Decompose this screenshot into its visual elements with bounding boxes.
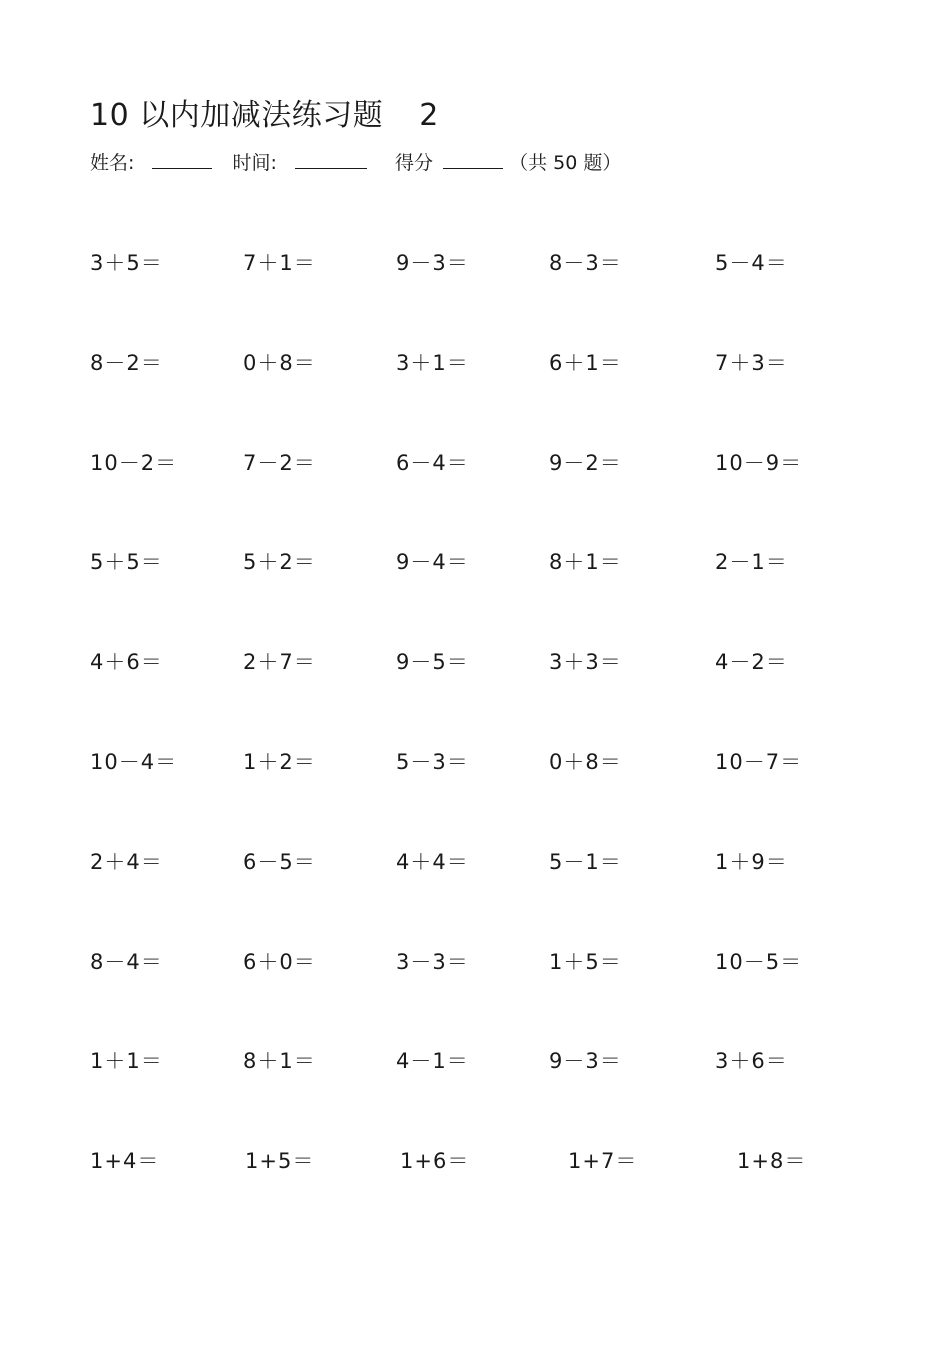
problem-r5-c5: 4－2＝ — [715, 650, 788, 674]
problem-r9-c5: 3＋6＝ — [715, 1049, 788, 1073]
problem-r10-c2: 1+5＝ — [245, 1149, 315, 1173]
page-title — [90, 96, 439, 136]
problem-r4-c4: 8＋1＝ — [549, 550, 622, 574]
time-blank — [295, 148, 367, 169]
problem-r4-c1: 5＋5＝ — [90, 550, 163, 574]
problem-r10-c1: 1+4＝ — [90, 1149, 160, 1173]
problem-r9-c2: 8＋1＝ — [243, 1049, 316, 1073]
title-text: 10 以内加减法练习题 — [90, 98, 384, 133]
problem-r1-c1: 3＋5＝ — [90, 251, 163, 275]
problem-r9-c3: 4－1＝ — [396, 1049, 469, 1073]
problem-r1-c4: 8－3＝ — [549, 251, 622, 275]
problem-r8-c4: 1＋5＝ — [549, 950, 622, 974]
problem-r5-c3: 9－5＝ — [396, 650, 469, 674]
problem-r7-c1: 2＋4＝ — [90, 850, 163, 874]
problem-r7-c5: 1＋9＝ — [715, 850, 788, 874]
problem-r9-c4: 9－3＝ — [549, 1049, 622, 1073]
problem-r4-c5: 2－1＝ — [715, 550, 788, 574]
problem-r7-c3: 4＋4＝ — [396, 850, 469, 874]
problem-r2-c2: 0＋8＝ — [243, 351, 316, 375]
name-blank — [152, 148, 212, 169]
problem-r8-c2: 6＋0＝ — [243, 950, 316, 974]
problem-r2-c1: 8－2＝ — [90, 351, 163, 375]
problem-r3-c2: 7－2＝ — [243, 451, 316, 475]
problem-r5-c2: 2＋7＝ — [243, 650, 316, 674]
score-label: 得分 — [395, 152, 434, 174]
problem-r2-c3: 3＋1＝ — [396, 351, 469, 375]
problem-r8-c1: 8－4＝ — [90, 950, 163, 974]
title-number: 2 — [419, 98, 439, 133]
problem-r3-c4: 9－2＝ — [549, 451, 622, 475]
problem-r3-c5: 10－9＝ — [715, 451, 803, 475]
problem-r4-c3: 9－4＝ — [396, 550, 469, 574]
problem-r6-c1: 10－4＝ — [90, 750, 178, 774]
problem-r7-c2: 6－5＝ — [243, 850, 316, 874]
problem-r1-c2: 7＋1＝ — [243, 251, 316, 275]
time-label: 时间: — [232, 152, 277, 174]
problem-r9-c1: 1＋1＝ — [90, 1049, 163, 1073]
problem-r1-c3: 9－3＝ — [396, 251, 469, 275]
problem-r5-c4: 3＋3＝ — [549, 650, 622, 674]
problem-r6-c3: 5－3＝ — [396, 750, 469, 774]
problem-r8-c5: 10－5＝ — [715, 950, 803, 974]
problem-r7-c4: 5－1＝ — [549, 850, 622, 874]
problem-r6-c2: 1＋2＝ — [243, 750, 316, 774]
problem-r10-c5: 1+8＝ — [737, 1149, 807, 1173]
name-label: 姓名: — [90, 152, 135, 174]
total-note: （共 50 题） — [509, 152, 622, 174]
problem-r3-c1: 10－2＝ — [90, 451, 178, 475]
problem-r1-c5: 5－4＝ — [715, 251, 788, 275]
problem-r5-c1: 4＋6＝ — [90, 650, 163, 674]
score-blank — [443, 148, 503, 169]
problem-r2-c4: 6＋1＝ — [549, 351, 622, 375]
problem-r8-c3: 3－3＝ — [396, 950, 469, 974]
problem-r6-c5: 10－7＝ — [715, 750, 803, 774]
problem-r2-c5: 7＋3＝ — [715, 351, 788, 375]
problem-r6-c4: 0＋8＝ — [549, 750, 622, 774]
student-info-line — [90, 148, 621, 177]
problem-r3-c3: 6－4＝ — [396, 451, 469, 475]
problem-r10-c4: 1+7＝ — [568, 1149, 638, 1173]
problem-r10-c3: 1+6＝ — [400, 1149, 470, 1173]
problem-r4-c2: 5＋2＝ — [243, 550, 316, 574]
